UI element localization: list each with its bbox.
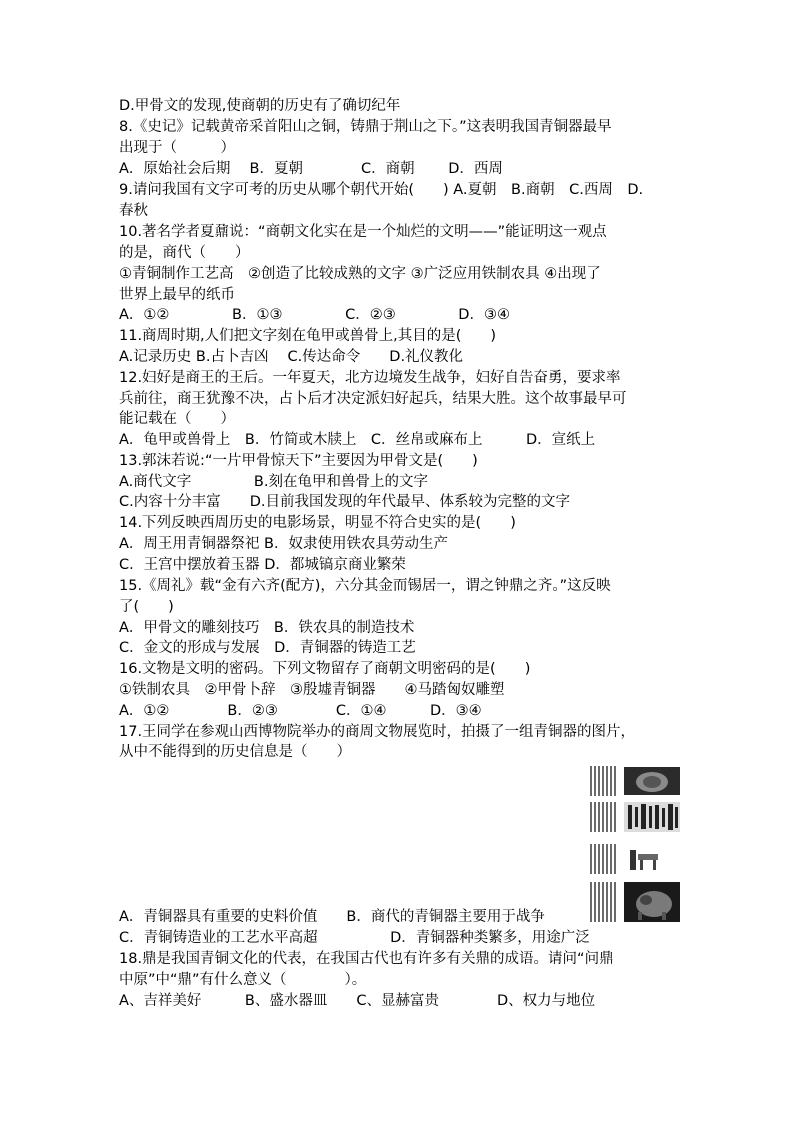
text-line: A．原始社会后期 B．夏朝 C．商朝 D．西周 xyxy=(119,161,503,177)
text-line: 从中不能得到的历史信息是（ ） xyxy=(119,744,351,760)
text-line: 9.请问我国有文字可考的历史从哪个朝代开始( ) A.夏朝 B.商朝 C.西周 D. xyxy=(119,182,644,198)
text-line: 18.鼎是我国青铜文化的代表，在我国古代也有许多有关鼎的成语。请问“问鼎 xyxy=(119,951,614,967)
bronze-vessel-image xyxy=(590,766,680,796)
text-line: 12.妇好是商王的王后。一年夏天，北方边境发生战争，妇好自告奋勇，要求率 xyxy=(119,370,621,386)
text-line: C．青铜铸造业的工艺水平高超 D．青铜器种类繁多，用途广泛 xyxy=(119,930,590,946)
text-line: 能记载在（ ） xyxy=(119,411,235,427)
bronze-artifact-images xyxy=(590,762,680,927)
text-line: A．甲骨文的雕刻技巧 B．铁农具的制造技术 xyxy=(119,620,415,636)
text-line: 兵前往，商王犹豫不决，占卜后才决定派妇好起兵，结果大胜。这个故事最早可 xyxy=(119,391,627,407)
text-line: 中原”中“鼎”有什么意义（ ）。 xyxy=(119,972,367,988)
text-line: A.商代文字 B.刻在龟甲和兽骨上的文字 xyxy=(119,474,428,490)
text-line: A．①② B．②③ C．①④ D．③④ xyxy=(119,703,482,719)
text-line: A．周王用青铜器祭祀 B．奴隶使用铁农具劳动生产 xyxy=(119,536,448,552)
text-line: 13.郭沫若说:“一片甲骨惊天下”主要因为甲骨文是( ) xyxy=(119,453,478,469)
text-line: C．王宫中摆放着玉器 D．都城镐京商业繁荣 xyxy=(119,557,406,573)
text-line: A．青铜器具有重要的史料价值 B．商代的青铜器主要用于战争 xyxy=(119,909,545,925)
text-line: ①铁制农具 ②甲骨卜辞 ③殷墟青铜器 ④马踏匈奴雕塑 xyxy=(119,682,505,698)
text-line: 11.商周时期,人们把文字刻在龟甲或兽骨上,其目的是( ) xyxy=(119,328,497,344)
text-line: 17.王同学在参观山西博物院举办的商周文物展览时，拍摄了一组青铜器的图片， xyxy=(119,724,636,740)
bronze-animal-vessel-image xyxy=(590,882,680,922)
text-line: 出现于（ ） xyxy=(119,140,235,156)
text-line: C．金文的形成与发展 D．青铜器的铸造工艺 xyxy=(119,640,416,656)
text-line: A.记录历史 B.占卜吉凶 C.传达命令 D.礼仪教化 xyxy=(119,349,464,365)
text-line: 15.《周礼》载“金有六齐(配方)，六分其金而锡居一，谓之钟鼎之齐。”这反映 xyxy=(119,578,611,594)
text-line: A．龟甲或兽骨上 B．竹简或木牍上 C．丝帛或麻布上 D．宣纸上 xyxy=(119,432,596,448)
text-line: 8.《史记》记载黄帝采首阳山之铜，铸鼎于荆山之下。”这表明我国青铜器最早 xyxy=(119,119,612,135)
text-line: D.甲骨文的发现,使商朝的历史有了确切纪年 xyxy=(119,98,401,114)
text-line: 14.下列反映西周历史的电影场景，明显不符合史实的是( ) xyxy=(119,515,516,531)
bronze-inscription-image xyxy=(590,802,680,832)
text-line: 10.著名学者夏鼐说：“商朝文化实在是一个灿烂的文明——”能证明这一观点 xyxy=(119,224,607,240)
text-line: 的是，商代（ ） xyxy=(119,245,250,261)
text-line: 了( ) xyxy=(119,599,174,615)
text-line: A、吉祥美好 B、盛水器皿 C、显赫富贵 D、权力与地位 xyxy=(119,993,596,1009)
text-line: 16.文物是文明的密码。下列文物留存了商朝文明密码的是( ) xyxy=(119,661,531,677)
text-line: 春秋 xyxy=(119,203,148,219)
text-line: 世界上最早的纸币 xyxy=(119,287,235,303)
bronze-ding-image xyxy=(590,844,680,874)
text-line: C.内容十分丰富 D.目前我国发现的年代最早、体系较为完整的文字 xyxy=(119,494,571,510)
text-line: ①青铜制作工艺高 ②创造了比较成熟的文字 ③广泛应用铁制农具 ④出现了 xyxy=(119,266,601,282)
text-line: A．①② B．①③ C．②③ D．③④ xyxy=(119,307,510,323)
